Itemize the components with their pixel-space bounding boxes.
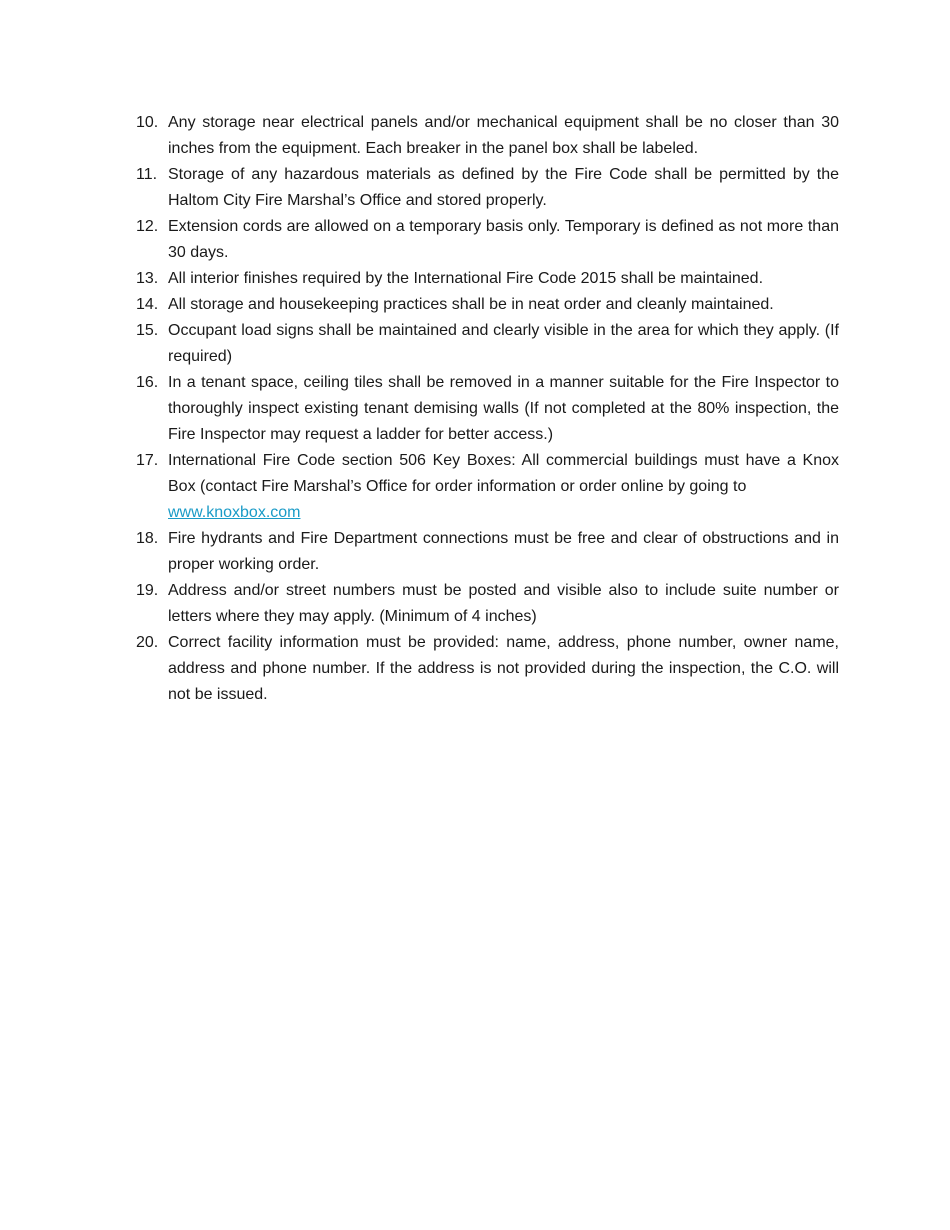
item-number: 15. — [136, 322, 159, 339]
item-text: All interior finishes required by the International Fire Code 2015 shall be maintained. — [168, 270, 764, 287]
requirements-list — [136, 110, 839, 708]
list-item-12 — [136, 214, 839, 266]
item-number: 20. — [136, 634, 159, 651]
item-number: 12. — [136, 218, 159, 235]
item-text: Correct facility information must be provided: name, address, phone number, owner name, address and phone number. If the address is not provided during the inspection, the C.O. will not be issued. — [168, 634, 839, 703]
list-item-16 — [136, 370, 839, 448]
item-text: In a tenant space, ceiling tiles shall be removed in a manner suitable for the Fire Inspector to thoroughly inspect existing tenant demising walls (If not completed at the 80% inspection, the Fire Inspector may request a ladder for better access.) — [168, 374, 839, 443]
list-item-14 — [136, 292, 839, 318]
item-text — [168, 448, 839, 526]
item-number: 16. — [136, 374, 159, 391]
item-text: Fire hydrants and Fire Department connections must be free and clear of obstructions and in proper working order. — [168, 530, 839, 573]
item-text: All storage and housekeeping practices shall be in neat order and cleanly maintained. — [168, 296, 774, 313]
item-number: 10. — [136, 114, 159, 131]
item-text: Any storage near electrical panels and/or mechanical equipment shall be no closer than 30 inches from the equipment. Each breaker in the panel box shall be labeled. — [168, 114, 839, 157]
list-item-18 — [136, 526, 839, 578]
item-number: 18. — [136, 530, 159, 547]
list-item-17 — [136, 448, 839, 526]
list-item-10 — [136, 110, 839, 162]
item-number: 19. — [136, 582, 159, 599]
knoxbox-link[interactable]: www.knoxbox.com — [168, 504, 301, 521]
item-text: Storage of any hazardous materials as defined by the Fire Code shall be permitted by the Haltom City Fire Marshal’s Office and stored properly. — [168, 166, 839, 209]
item-text: Address and/or street numbers must be posted and visible also to include suite number or letters where they may apply. (Minimum of 4 inches) — [168, 582, 839, 625]
item-number: 11. — [136, 166, 158, 183]
list-item-11 — [136, 162, 839, 214]
item-number: 17. — [136, 452, 159, 469]
list-item-19 — [136, 578, 839, 630]
item-number: 13. — [136, 270, 159, 287]
item-text-body: International Fire Code section 506 Key Boxes: All commercial buildings must have a Knox Box (contact Fire Marshal’s Office for order information or order online by going to — [168, 452, 839, 495]
item-text: Occupant load signs shall be maintained and clearly visible in the area for which they apply. (If required) — [168, 322, 839, 365]
item-text: Extension cords are allowed on a temporary basis only. Temporary is defined as not more than 30 days. — [168, 218, 839, 261]
list-item-20 — [136, 630, 839, 708]
list-item-15 — [136, 318, 839, 370]
list-item-13 — [136, 266, 839, 292]
item-number: 14. — [136, 296, 159, 313]
